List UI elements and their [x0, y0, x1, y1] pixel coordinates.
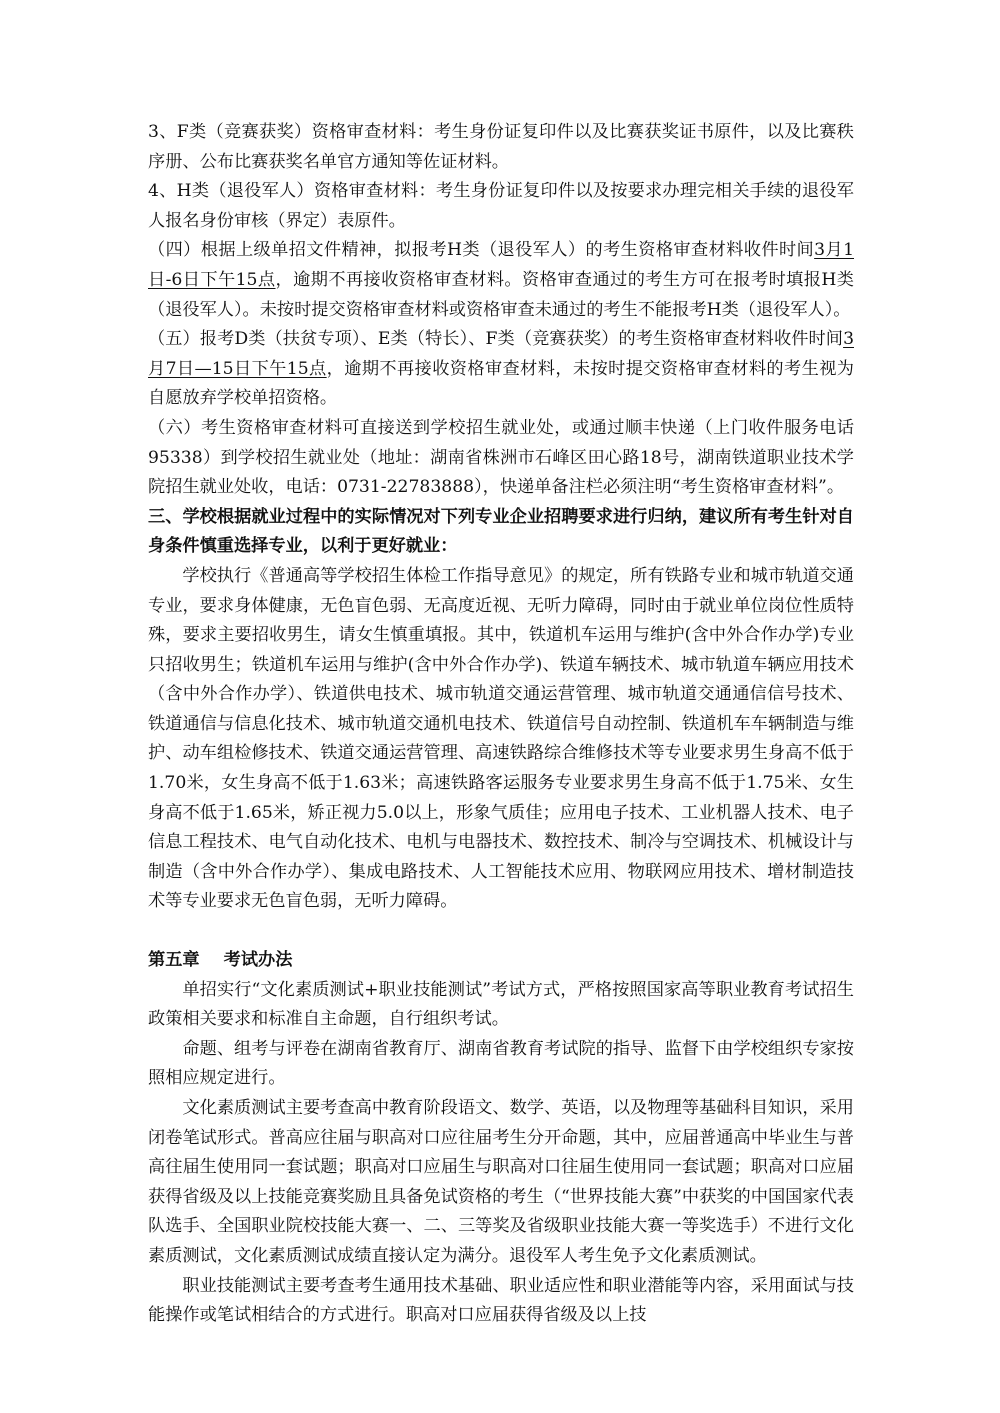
- section-5-deadline: 3月7日—15日下午15点: [148, 329, 854, 379]
- paragraph-f-category-materials: 3、F类（竞赛获奖）资格审查材料：考生身份证复印件以及比赛获奖证书原件，以及比赛秩序册、公布比赛获奖名单官方通知等佐证材料。: [148, 122, 854, 172]
- chapter-number: 第五章: [148, 950, 200, 971]
- section-4-deadline: 3月1日-6日下午15点: [148, 240, 854, 290]
- section-5-text-end: ，逾期不再接收资格审查材料，未按时提交资格审查材料的考生视为自愿放弃学校单招资格。: [148, 358, 854, 409]
- paragraph-section-5: [148, 325, 854, 414]
- section-5-text-start: （五）报考D类（扶贫专项）、E类（特长）、F类（竞赛获奖）的考生资格审查材料收件时间: [148, 329, 844, 350]
- paragraph-exam-organization: 命题、组考与评卷在湖南省教育厅、湖南省教育考试院的指导、监督下由学校组织专家按照相应规定进行。: [148, 1038, 854, 1089]
- chapter-title: 考试办法: [223, 950, 293, 971]
- paragraph-h-category-materials: 4、H类（退役军人）资格审查材料：考生身份证复印件以及按要求办理完相关手续的退役军人报名身份审核（界定）表原件。: [148, 181, 854, 231]
- heading-section-3: 三、学校根据就业过程中的实际情况对下列专业企业招聘要求进行归纳，建议所有考生针对自身条件慎重选择专业，以利于更好就业：: [148, 506, 854, 557]
- document-page: [148, 118, 854, 1331]
- section-4-text-start: （四）根据上级单招文件精神，拟报考H类（退役军人）的考生资格审查材料收件时间: [148, 240, 815, 261]
- paragraph-exam-format: 单招实行“文化素质测试+职业技能测试”考试方式，严格按照国家高等职业教育考试招生政策相关要求和标准自主命题，自行组织考试。: [148, 979, 854, 1030]
- paragraph-cultural-test: 文化素质测试主要考查高中教育阶段语文、数学、英语，以及物理等基础科目知识，采用闭卷笔试形式。普高应往届与职高对口应往届考生分开命题，其中，应届普通高中毕业生与普高往届生使用同一套试题；职高对口应届生与职高对口往届生使用同一套试题；职高对口应届获得省级及以上技能竞赛奖励且具备免试资格的考生（“世界技能大赛”中获奖的中国国家代表队选手、全国职业院校技能大赛一、二、三等奖及省级职业技能大赛一等奖选手）不进行文化素质测试，文化素质测试成绩直接认定为满分。退役军人考生免予文化素质测试。: [148, 1098, 854, 1266]
- paragraph-physical-requirements: 学校执行《普通高等学校招生体检工作指导意见》的规定，所有铁路专业和城市轨道交通专业，要求身体健康，无色盲色弱、无高度近视、无听力障碍，同时由于就业单位岗位性质特殊，要求主要招收男生，请女生慎重填报。其中，铁道机车运用与维护(含中外合作办学)专业只招收男生；铁道机车运用与维护(含中外合作办学)、铁道车辆技术、城市轨道车辆应用技术（含中外合作办学）、铁道供电技术、城市轨道交通运营管理、城市轨道交通通信信号技术、铁道通信与信息化技术、城市轨道交通机电技术、铁道信号自动控制、铁道机车车辆制造与维护、动车组检修技术、铁道交通运营管理、高速铁路综合维修技术等专业要求男生身高不低于1.70米，女生身高不低于1.63米；高速铁路客运服务专业要求男生身高不低于1.75米、女生身高不低于1.65米，矫正视力5.0以上，形象气质佳；应用电子技术、工业机器人技术、电子信息工程技术、电气自动化技术、电机与电器技术、数控技术、制冷与空调技术、机械设计与制造（含中外合作办学）、集成电路技术、人工智能技术应用、物联网应用技术、增材制造技术等专业要求无色盲色弱，无听力障碍。: [148, 565, 854, 912]
- chapter-heading: [148, 946, 854, 976]
- section-4-text-end: ，逾期不再接收资格审查材料。资格审查通过的考生方可在报考时填报H类（退役军人）。未按时提交资格审查材料或资格审查未通过的考生不能报考H类（退役军人）。: [148, 269, 854, 320]
- paragraph-skills-test: 职业技能测试主要考查考生通用技术基础、职业适应性和职业潜能等内容，采用面试与技能操作或笔试相结合的方式进行。职高对口应届获得省级及以上技: [148, 1275, 854, 1326]
- paragraph-section-6: （六）考生资格审查材料可直接送到学校招生就业处，或通过顺丰快递（上门收件服务电话95338）到学校招生就业处（地址：湖南省株洲市石峰区田心路18号，湖南铁道职业技术学院招生就业处收，电话：0731-22783888），快递单备注栏必须注明“考生资格审查材料”。: [148, 417, 854, 498]
- paragraph-section-4: [148, 236, 854, 325]
